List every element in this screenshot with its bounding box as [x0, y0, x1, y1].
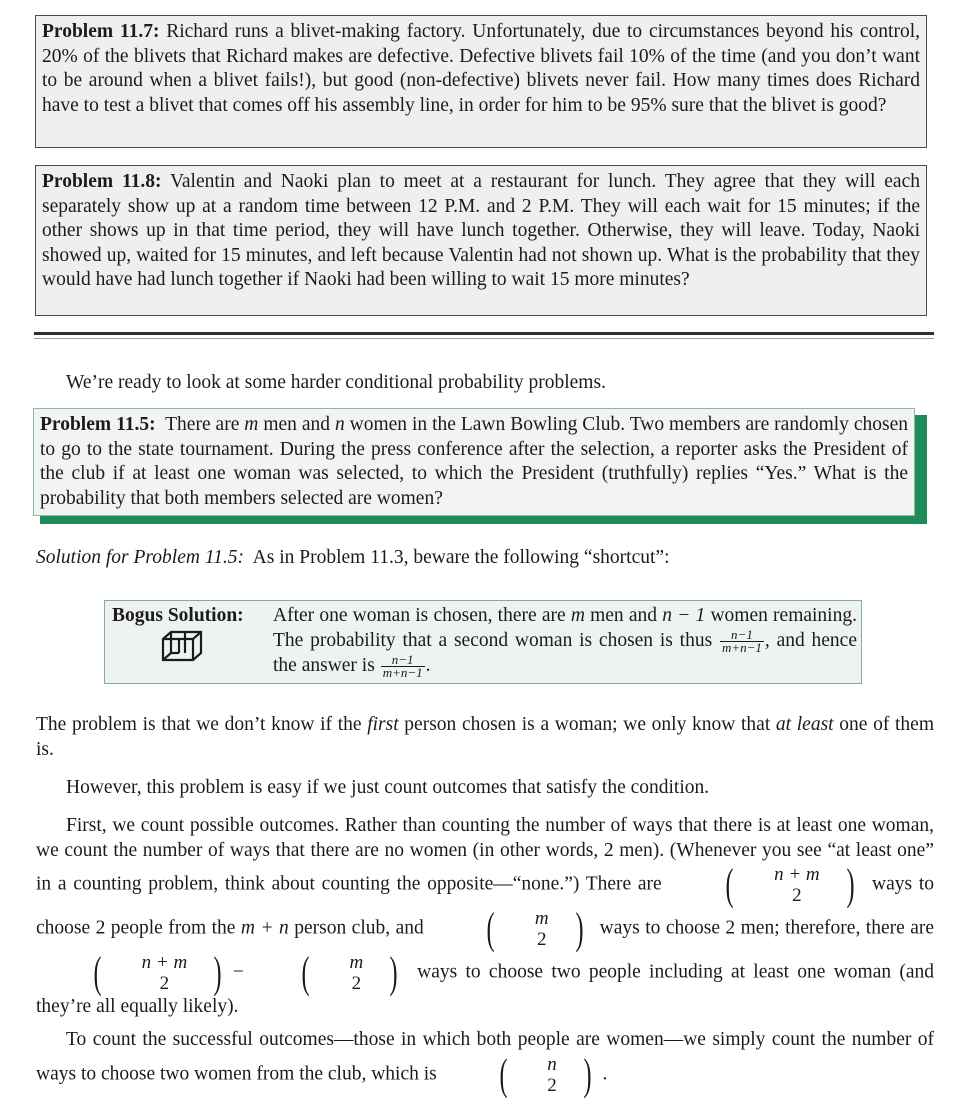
problem-11-8-label: Problem 11.8: — [42, 171, 162, 192]
var-n: n — [334, 414, 345, 435]
problem-11-5-text: There are — [155, 414, 245, 435]
emphasis: at least — [775, 714, 834, 735]
binom-top: n + m — [774, 864, 820, 885]
para-text: person chosen is a woman; we only know that — [398, 714, 776, 735]
var-m: m — [570, 605, 585, 626]
binom-top: n + m — [141, 952, 188, 973]
problem-11-5-text: women in the Lawn Bowling Club. Two members are randomly chosen to go to the state tournament. During the press conference after the selection, a reporter asks the President of the club if at least one woman was selected, to which the President (truthfully) replies “Yes.” What is the probability that both members selected are women? — [40, 414, 909, 509]
fraction-denominator: m+n−1 — [382, 664, 423, 680]
emphasis: first — [367, 714, 399, 735]
fraction-numerator: n−1 — [381, 654, 425, 667]
paragraph-successful-outcomes — [36, 1027, 934, 1097]
binom-bottom: 2 — [536, 929, 547, 950]
problem-11-5-text: men and — [258, 414, 335, 435]
bogus-text: , and hence the answer is — [273, 629, 857, 676]
fraction — [381, 651, 425, 680]
para-text: The problem is that we don’t know if the — [36, 714, 368, 735]
para-text: person club, and — [288, 917, 430, 939]
binomial-n-choose-2: ( n 2 ) — [499, 1050, 592, 1099]
binom-top: m — [534, 908, 549, 929]
binom-bottom: 2 — [547, 1075, 557, 1096]
binom-top: m — [349, 952, 364, 973]
binomial-m-choose-2: ( m 2 ) — [301, 948, 398, 997]
bogus-text: men and — [584, 605, 663, 626]
problem-11-8-box — [35, 165, 927, 316]
problem-11-8-text: Valentin and Naoki plan to meet at a restaurant for lunch. They agree that they will each separately show up at a random time between 12 P.M. and 2 P.M. They will each wait for 15 minutes; if the other shows up in that time period, they will have lunch together. Otherwise, they will leave. Today, Naoki showed up, waited for 15 minutes, and left because Valentin had not shown up. What is the probability that they would have had lunch together if Naoki had been willing to wait 15 more minutes? — [42, 171, 920, 291]
paragraph-first-count — [36, 814, 934, 1020]
problem-11-7-text: Richard runs a blivet-making factory. Unfortunately, due to circumstances beyond his control, 20% of the blivets that Richard makes are defective. Defective blivets fail 10% of the time (and you don’t want to be around when a blivet fails!), but good (non-defective) blivets never fail. How many times does Richard have to test a blivet that comes off his assembly line, in order for him to be 95% sure that the blivet is good? — [42, 21, 920, 116]
binomial-m-choose-2: ( m 2 ) — [486, 904, 584, 953]
para-text: ways to choose 2 men; therefore, there are — [594, 917, 934, 939]
bogus-solution-box — [104, 600, 862, 684]
var-m: m — [244, 414, 259, 435]
paragraph-first-person — [36, 713, 934, 762]
binom-bottom: 2 — [159, 973, 170, 994]
bogus-cube-icon — [159, 629, 205, 663]
bogus-text: women remaining. The probability that a second woman is chosen is thus — [273, 605, 857, 651]
expr-m-plus-n: m + n — [240, 917, 289, 939]
solution-label: Solution for Problem 11.5: — [36, 547, 244, 568]
para-text: To count the successful outcomes—those in which both people are women—we simply count the number of ways to choose two women from the club, which is — [36, 1029, 934, 1085]
minus-sign: − — [232, 961, 244, 983]
solution-text: As in Problem 11.3, beware the following “shortcut”: — [244, 547, 670, 568]
problem-11-7-label: Problem 11.7: — [42, 21, 160, 42]
fraction-denominator: m+n−1 — [721, 639, 762, 655]
problem-11-7-box — [35, 15, 927, 148]
expr-n-minus-1: n − 1 — [662, 605, 706, 626]
problem-11-5-box — [33, 408, 927, 524]
bogus-solution-label: Bogus Solution: — [112, 605, 244, 626]
section-divider-thick — [34, 332, 934, 335]
para-text: one of them is. — [36, 714, 934, 760]
binom-bottom: 2 — [351, 973, 362, 994]
bogus-text: After one woman is chosen, there are — [273, 605, 571, 626]
fraction — [720, 626, 764, 655]
solution-intro — [36, 546, 934, 571]
section-divider-thin — [34, 338, 934, 339]
paragraph-however: However, this problem is easy if we just count outcomes that satisfy the condition. — [66, 777, 710, 798]
problem-11-5-content — [33, 408, 915, 516]
bogus-text: . — [425, 654, 431, 676]
problem-11-5-label: Problem 11.5: — [40, 414, 156, 435]
para-text: ways to choose two people including at least one woman (and they’re all equally likely). — [36, 961, 934, 1017]
binomial-n-plus-m-choose-2: ( n + m 2 ) — [725, 860, 855, 909]
binom-top: n — [547, 1054, 557, 1075]
para-text: First, we count possible outcomes. Rather than counting the number of ways that there is at least one woman, we count the number of ways that there are no women (in other words, 2 men). (Whenever you see “at least one” in a counting problem, think about counting the opposite—“none.”) There are — [36, 815, 934, 895]
para-text: ways to choose 2 people from the — [36, 873, 934, 939]
intro-paragraph: We’re ready to look at some harder conditional probability problems. — [66, 372, 606, 393]
binomial-n-plus-m-choose-2: ( n + m 2 ) — [93, 948, 222, 997]
para-text: . — [602, 1063, 608, 1085]
bogus-solution-text — [273, 604, 857, 679]
binom-bottom: 2 — [792, 885, 802, 906]
fraction-numerator: n−1 — [720, 629, 764, 642]
